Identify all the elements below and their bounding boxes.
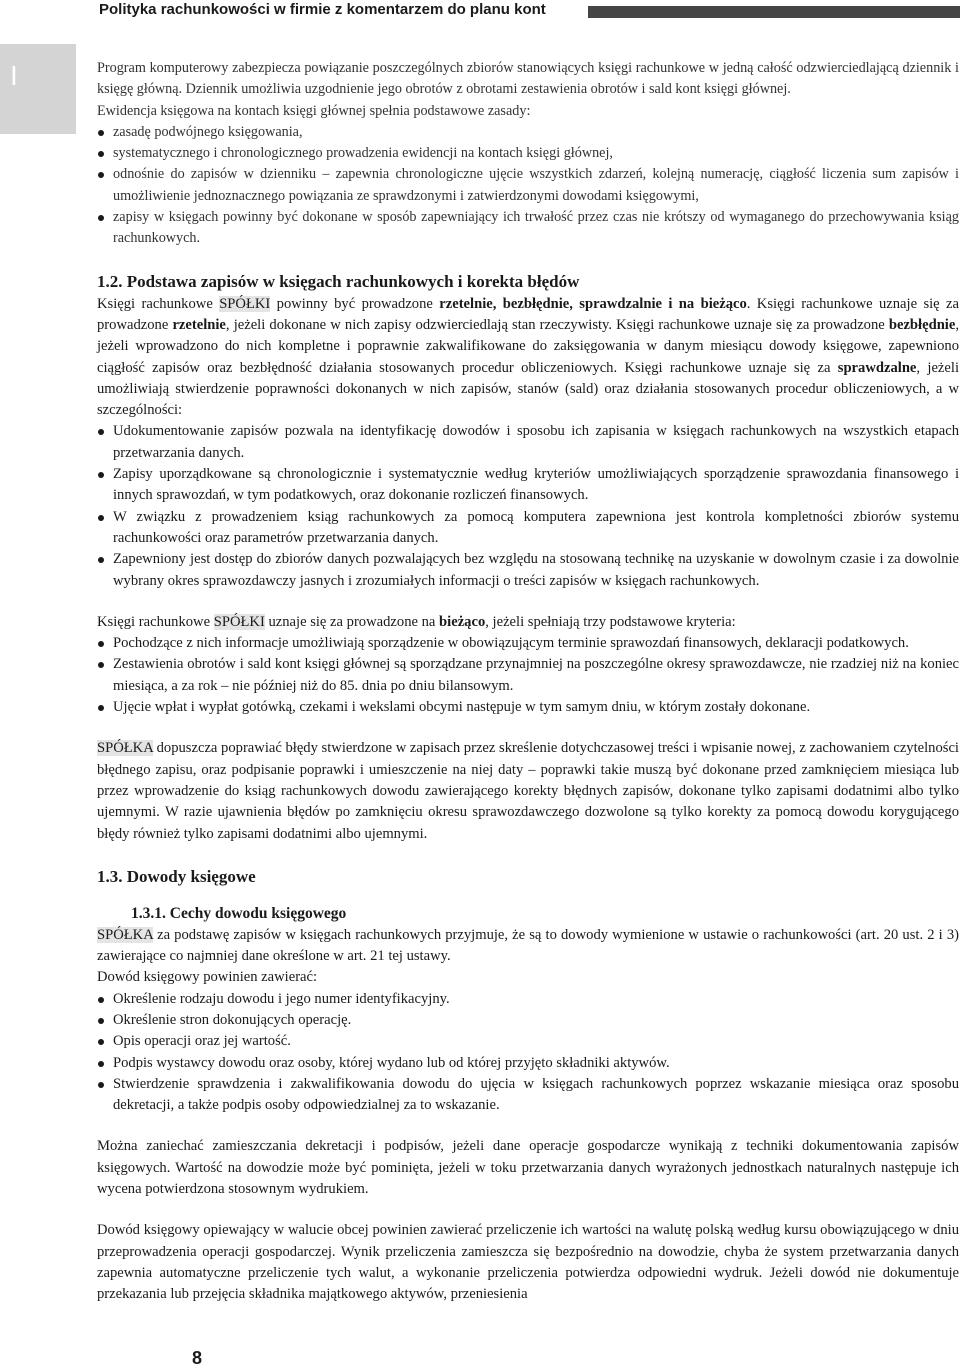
running-title: Polityka rachunkowości w firmie z komentarzem do planu kont: [99, 1, 546, 18]
section-1-2-bullet-list: [97, 421, 959, 591]
list-item: odnośnie do zapisów w dzienniku – zapewnia chronologiczne ujęcie wszystkich zdarzeń, kolejną numerację, ciągłość liczenia sum zapisów i umożliwienie jednoznacznego powiązania ze sprawdzonymi i zatwierdzonymi dowodami księgowymi,: [97, 164, 959, 207]
list-item: Udokumentowanie zapisów pozwala na identyfikację dowodów i sposobu ich zapisania w księgach rachunkowych na wszystkich etapach przetwarzania danych.: [97, 421, 959, 464]
spacer: [97, 845, 959, 865]
intro-bullet-list: [97, 122, 959, 250]
list-item: Zapisy uporządkowane są chronologicznie i systematycznie według kryteriów umożliwiających sporządzenie sprawozdania finansowego i innych sprawozdań, w tym podatkowych, oraz dokonanie rozliczeń finansowych.: [97, 464, 959, 507]
section-1-3-paragraph-4: Dowód księgowy opiewający w walucie obcej powinien zawierać przeliczenie ich wartości na walutę polską według kursu obowiązującego w dniu przeprowadzenia operacji gospodarczej. Wynik przeliczenia zamieszcza się bezpośrednio na dowodzie, chyba że system przetwarzania danych zapewnia automatyczne przeliczenie tych walut, a wykonanie przeliczenia potwierdza odpowiedni wydruk. Jeżeli dowód nie dokumentuje przekazania lub przejęcia składnika majątkowego aktywów, przeniesienia: [97, 1222, 959, 1303]
page-number: 8: [192, 1348, 203, 1368]
spacer: [97, 250, 959, 270]
highlighted-term: SPÓŁKI: [213, 613, 265, 630]
list-item: Opis operacji oraz jej wartość.: [97, 1031, 959, 1052]
section-1-2-paragraph-1: Księgi rachunkowe SPÓŁKI powinny być prowadzone rzetelnie, bezbłędnie, sprawdzalnie i na bieżąco. Księgi rachunkowe uznaje się za prowadzone rzetelnie, jeżeli dokonane w nich zapisy odzwierciedlają stan rzeczywisty. Księgi rachunkowe uznaje się za prowadzone bezbłędnie, jeżeli wprowadzono do nich kompletne i poprawnie zakwalifikowane do zaksięgowania w danym miesiącu dowody księgowe, zapewniono ciągłość zapisów oraz bezbłędność działania stosowanych procedur obliczeniowych. Księgi rachunkowe uznaje się za sprawdzalne, jeżeli umożliwiają stwierdzenie poprawności dokonanych w nich zapisów, stanów (sald) oraz działania stosowanych procedur obliczeniowych, a w szczególności:: [97, 295, 959, 419]
criteria-bullet-list: [97, 633, 959, 718]
highlighted-term: SPÓŁKA: [97, 740, 153, 757]
list-item: Pochodzące z nich informacje umożliwiają sporządzenie w obowiązującym terminie sprawozdań finansowych, deklaracji podatkowych.: [97, 633, 959, 654]
list-item: Ujęcie wpłat i wypłat gotówką, czekami i wekslami obcymi następuje w tym samym dniu, w którym zostały dokonane.: [97, 697, 959, 718]
intro-section: [97, 58, 959, 250]
list-item: Podpis wystawcy dowodu oraz osoby, której wydano lub od której przyjęto składniki aktywów.: [97, 1053, 959, 1074]
intro-paragraph-1: Program komputerowy zabezpiecza powiązanie poszczególnych zbiorów stanowiących księgi rachunkowe w jedną całość odzwierciedlającą dziennik i księgę główną. Dziennik umożliwia uzgodnienie jego obrotów z obrotami zestawienia obrotów i sald kont księgi głównej.: [97, 60, 959, 98]
intro-paragraph-2: Ewidencja księgowa na kontach księgi głównej spełnia podstawowe zasady:: [97, 102, 531, 119]
subsection-heading-1-3-1: 1.3.1. Cechy dowodu księgowego: [131, 904, 347, 922]
list-item: Zestawienia obrotów i sald kont księgi głównej są sporządzane przynajmniej na poszczególne okresy sprawozdawcze, nie rzadziej niż na koniec miesiąca, a za rok – nie później niż do 85. dnia po dniu bilansowym.: [97, 654, 959, 697]
list-item: Stwierdzenie sprawdzenia i zakwalifikowania dowodu do ujęcia w księgach rachunkowych poprzez wskazanie miesiąca oraz sposobu dekretacji, a także podpis osoby odpowiedzialnej za to wskazanie.: [97, 1074, 959, 1117]
list-item: systematycznego i chronologicznego prowadzenia ewidencji na kontach księgi głównej,: [97, 143, 959, 164]
list-item: zasadę podwójnego księgowania,: [97, 122, 959, 143]
chapter-marker: I: [10, 60, 18, 91]
section-heading-1-3: 1.3. Dowody księgowe: [97, 866, 256, 886]
document-requirements-list: [97, 989, 959, 1117]
list-item: Określenie rodzaju dowodu i jego numer identyfikacyjny.: [97, 989, 959, 1010]
section-1-2-paragraph-3: SPÓŁKA dopuszcza poprawiać błędy stwierdzone w zapisach przez skreślenie dotychczasowej treści i wpisanie nowej, z zachowaniem czytelności błędnego zapisu, oraz podpisanie poprawki i umieszczenie na niej daty – poprawki takie muszą być dokonane przed zamknięciem miesiąca lub przez wprowadzenie do ksiąg rachunkowych dowodu zawierającego korekty błędnych zapisów, dokonane tylko zapisami dodatnimi albo tylko ujemnymi. W razie ujawnienia błędów po zamknięciu okresu sprawozdawczego dozwolone są tylko korekty za pomocą dowodu korygującego błędy również tylko zapisami dodatnimi albo ujemnymi.: [97, 740, 959, 842]
section-1-2-paragraph-2: Księgi rachunkowe SPÓŁKI uznaje się za prowadzone na bieżąco, jeżeli spełniają trzy podstawowe kryteria:: [97, 613, 736, 630]
page-header: [0, 0, 960, 22]
spacer: [97, 1200, 959, 1220]
header-decorative-bar: [588, 6, 960, 18]
section-heading-1-2: 1.2. Podstawa zapisów w księgach rachunkowych i korekta błędów: [97, 271, 580, 291]
list-item: Określenie stron dokonujących operację.: [97, 1010, 959, 1031]
list-item: Zapewniony jest dostęp do zbiorów danych pozwalających bez względu na stosowaną technikę na uzyskanie w dowolnym czasie i za dowolnie wybrany okres sprawozdawczy jasnych i zrozumiałych informacji o treści zapisów w księgach rachunkowych.: [97, 549, 959, 592]
spacer: [97, 592, 959, 612]
page-content: [97, 58, 959, 1306]
spacer: [97, 889, 959, 903]
list-item: W związku z prowadzeniem ksiąg rachunkowych za pomocą komputera zapewniona jest kontrola kompletności zbiorów systemu rachunkowości oraz parametrów przetwarzania danych.: [97, 507, 959, 550]
chapter-tab: [0, 44, 76, 134]
spacer: [97, 1116, 959, 1136]
spacer: [97, 718, 959, 738]
section-1-3-paragraph-1: SPÓŁKA za podstawę zapisów w księgach rachunkowych przyjmuje, że są to dowody wymienione w ustawie o rachunkowości (art. 20 ust. 2 i 3) zawierające co najmniej dane określone w art. 21 tej ustawy.: [97, 926, 959, 965]
list-item: zapisy w księgach powinny być dokonane w sposób zapewniający ich trwałość przez czas nie krótszy od wymaganego do przechowywania ksiąg rachunkowych.: [97, 207, 959, 250]
highlighted-term: SPÓŁKI: [219, 295, 271, 312]
section-1-3-paragraph-3: Można zaniechać zamieszczania dekretacji i podpisów, jeżeli dane operacje gospodarcze wynikają z techniki dokumentowania zapisów księgowych. Wartość na dowodzie może być pominięta, jeżeli w toku przetwarzania danych wyrażonych jednostkach naturalnych następuje ich wycena potwierdzona stosownym wydrukiem.: [97, 1138, 959, 1198]
section-1-3-paragraph-2: Dowód księgowy powinien zawierać:: [97, 969, 318, 986]
highlighted-term: SPÓŁKA: [97, 926, 153, 943]
